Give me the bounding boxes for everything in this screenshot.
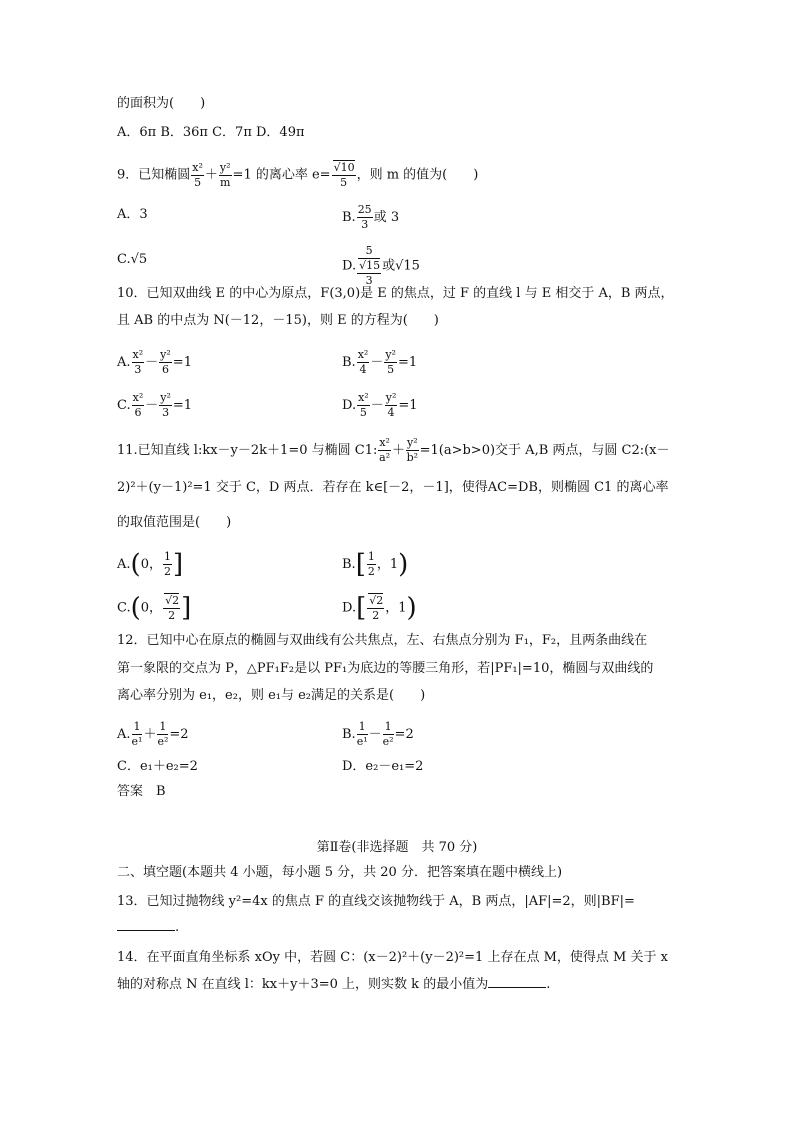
q12-option-b: B. $\frac{1}{\text{e¹}}$ － $\frac{1}{\text{e²}}$ =2 xyxy=(342,720,414,748)
q10-line2: 且 AB 的中点为 N(－12，－15)，则 E 的方程为( ) xyxy=(117,313,439,328)
q12-line2: 第一象限的交点为 P，△PF₁F₂是以 PF₁为底边的等腰三角形，若|PF₁|=10，椭圆与双曲线的 xyxy=(117,661,654,676)
q9-option-c: C.√5 xyxy=(117,252,148,267)
q14-line2: 轴的对称点 N 在直线 l：kx＋y＋3=0 上，则实数 k 的最小值为 . xyxy=(117,977,551,992)
q12-option-a: A. $\frac{1}{\text{e¹}}$ ＋ $\frac{1}{\text{e²}}$ =2 xyxy=(117,720,189,748)
q13-line1: 13．已知过抛物线 y²=4x 的焦点 F 的直线交该抛物线于 A，B 两点，|AF|=2，则|BF|= xyxy=(117,894,635,909)
q11-line3: 的取值范围是( ) xyxy=(117,515,232,530)
q12-option-d: D．e₂－e₁=2 xyxy=(342,759,424,774)
q11-option-d: D.[ $\frac{√2}{2}$ ，1) xyxy=(342,593,417,623)
q9-option-a: A．3 xyxy=(117,207,148,222)
q12-line1: 12．已知中心在原点的椭圆与双曲线有公共焦点，左、右焦点分别为 F₁，F₂，且两条曲线在 xyxy=(117,633,648,648)
q10-option-b: B. $\frac{\text{x²}}{4}$ － $\frac{\text{y²}}{5}$ =1 xyxy=(342,348,418,376)
q9-option-b: B. $\frac{25}{3}$ 或 3 xyxy=(342,203,400,231)
section-fill-in: 二、填空题(本题共 4 小题，每小题 5 分，共 20 分．把答案填在题中横线上) xyxy=(117,865,563,880)
answer-blank xyxy=(117,918,175,931)
q8-options: A．6π B．36π C．7π D．49π xyxy=(117,125,305,140)
q14-line1: 14．在平面直角坐标系 xOy 中，若圆 C：(x－2)²＋(y－2)²=1 上存在点 M，使得点 M 关于 x xyxy=(117,950,668,965)
q12-answer: 答案 B xyxy=(117,784,166,799)
q11-option-b: B.[ $\frac{1}{2}$ ，1) xyxy=(342,549,409,580)
q12-line3: 离心率分别为 e₁，e₂，则 e₁与 e₂满足的关系是( ) xyxy=(117,688,426,703)
q8-stem: 的面积为( ) xyxy=(117,96,206,111)
answer-blank xyxy=(488,975,546,988)
q9-option-d: D. 5 √15 3 或√15 xyxy=(342,244,420,287)
q9-stem: 9．已知椭圆 $\frac{\text{x²}}{5}$ ＋ $\frac{\text{y²}}{m}$ =1 的离心率 e= $\frac{√10}{5}$ ，则 m 的值为( ) xyxy=(117,160,479,189)
q11-option-a: A.(0， $\frac{1}{2}$ ] xyxy=(117,549,184,580)
q11-line2: 2)²＋(y－1)²=1 交于 C，D 两点．若存在 k∈[－2，－1]，使得AC=DB，则椭圆 C1 的离心率 xyxy=(117,480,669,495)
q12-option-c: C．e₁＋e₂=2 xyxy=(117,759,198,774)
q13-line2: . xyxy=(117,918,179,937)
part2-title: 第Ⅱ卷(非选择题 共 70 分) xyxy=(316,840,478,855)
q10-option-d: D. $\frac{\text{x²}}{5}$ － $\frac{\text{y²}}{4}$ =1 xyxy=(342,391,418,419)
q11-option-c: C.(0， $\frac{√2}{2}$ ] xyxy=(117,593,192,623)
q11-line1: 11.已知直线 l:kx－y－2k＋1=0 与椭圆 C1: $\frac{\text{x²}}{\text{a²}}$ ＋ $\frac{\text{y²}}{\text{b²}}$ =1(a>b>0)交于 A,B 两点，与圆 C2:(x－ xyxy=(117,436,670,464)
q10-option-c: C. $\frac{\text{x²}}{6}$ － $\frac{\text{y²}}{3}$ =1 xyxy=(117,391,193,419)
q10-line1: 10．已知双曲线 E 的中心为原点，F(3,0)是 E 的焦点，过 F 的直线 l 与 E 相交于 A，B 两点， xyxy=(117,286,674,301)
q10-option-a: A. $\frac{\text{x²}}{3}$ － $\frac{\text{y²}}{6}$ =1 xyxy=(117,348,192,376)
